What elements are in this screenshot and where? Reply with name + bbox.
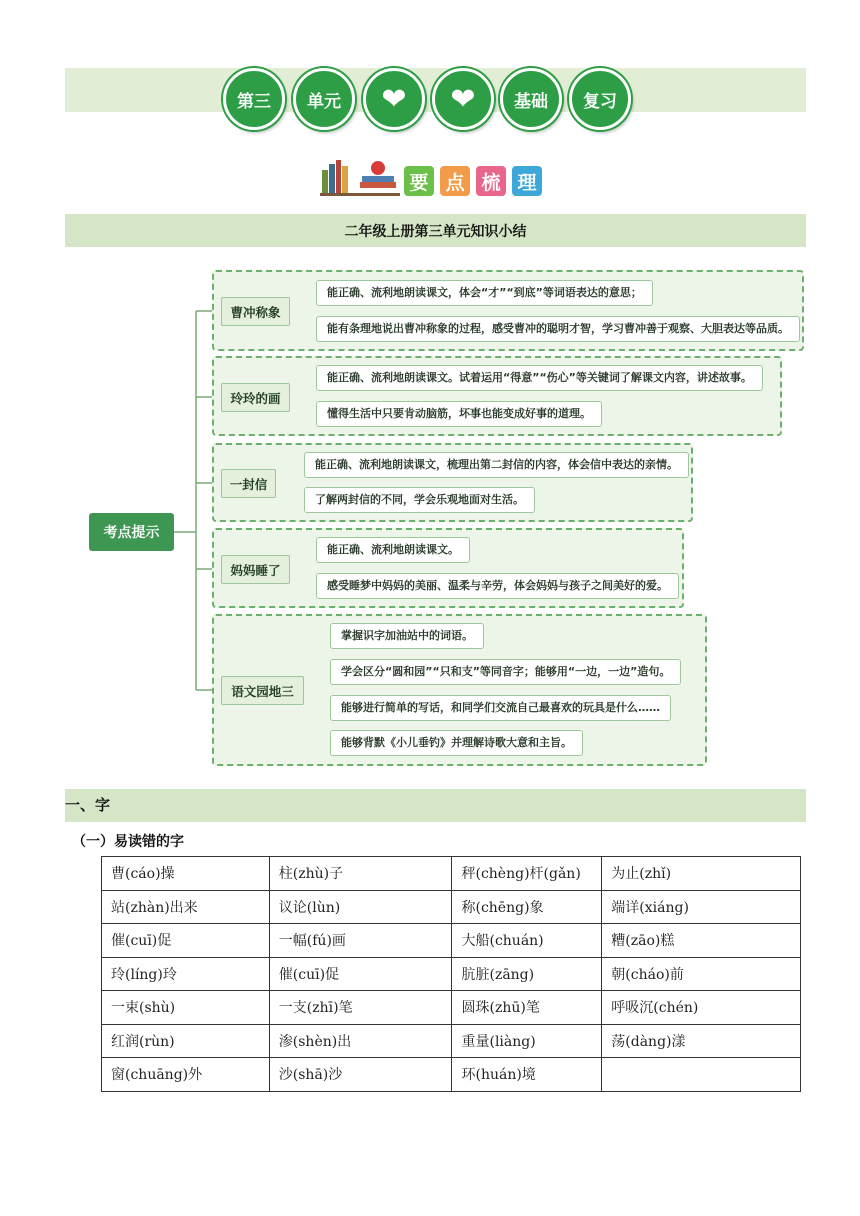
banner-word-1: 第三 [223, 68, 285, 130]
topic-point: 掌握识字加油站中的词语。 [330, 623, 484, 649]
topic-point: 能正确、流利地朗读课文，体会“才”“到底”等词语表达的意思； [316, 280, 653, 306]
tile-3: 梳 [476, 166, 506, 196]
topic-point: 学会区分“圆和园”“只和支”等同音字；能够用“一边，一边”造句。 [330, 659, 681, 685]
table-row [102, 991, 801, 1025]
table-cell: 柱(zhù)子 [269, 857, 452, 891]
topic-point: 能正确、流利地朗读课文。 [316, 537, 470, 563]
table-cell: 渗(shèn)出 [269, 1024, 452, 1058]
banner-word-6: 复习 [569, 68, 631, 130]
table-row [102, 890, 801, 924]
table-cell: 糟(zāo)糕 [602, 924, 801, 958]
table-cell [602, 1058, 801, 1092]
section-heading: 一、字 [65, 789, 806, 822]
table-cell: 站(zhàn)出来 [102, 890, 270, 924]
banner-word-5: 基础 [500, 68, 562, 130]
table-cell: 一支(zhī)笔 [269, 991, 452, 1025]
table-cell: 称(chēng)象 [452, 890, 602, 924]
topic-point: 了解两封信的不同，学会乐观地面对生活。 [304, 487, 535, 513]
topic-point: 懂得生活中只要肯动脑筋，坏事也能变成好事的道理。 [316, 401, 602, 427]
page-title: 二年级上册第三单元知识小结 [65, 214, 806, 247]
tile-4: 理 [512, 166, 542, 196]
topic-node: 曹冲称象 [221, 297, 290, 326]
table-cell: 大船(chuán) [452, 924, 602, 958]
topic-point: 能正确、流利地朗读课文，梳理出第二封信的内容，体会信中表达的亲情。 [304, 452, 689, 478]
topic-point: 能够进行简单的写话，和同学们交流自己最喜欢的玩具是什么…… [330, 695, 671, 721]
tile-2: 点 [440, 166, 470, 196]
table-cell: 议论(lùn) [269, 890, 452, 924]
tile-1: 要 [404, 166, 434, 196]
table-cell: 催(cuī)促 [102, 924, 270, 958]
topic-point: 能够背默《小儿垂钓》并理解诗歌大意和主旨。 [330, 730, 583, 756]
table-cell: 端详(xiáng) [602, 890, 801, 924]
table-cell: 荡(dàng)漾 [602, 1024, 801, 1058]
table-cell: 沙(shā)沙 [269, 1058, 452, 1092]
topic-point: 能有条理地说出曹冲称象的过程，感受曹冲的聪明才智，学习曹冲善于观察、大胆表达等品质。 [316, 316, 800, 342]
topic-node: 一封信 [221, 469, 276, 498]
table-cell: 秤(chèng)杆(gǎn) [452, 857, 602, 891]
heart-icon: ❤ [363, 68, 425, 130]
table-cell: 曹(cáo)操 [102, 857, 270, 891]
mindmap-root: 考点提示 [89, 513, 174, 551]
sub-heading: （一）易读错的字 [72, 834, 184, 850]
table-cell: 朝(cháo)前 [602, 957, 801, 991]
table-cell: 一幅(fú)画 [269, 924, 452, 958]
char-table [101, 856, 801, 1092]
heart-icon: ❤ [432, 68, 494, 130]
table-row [102, 1024, 801, 1058]
table-cell: 肮脏(zāng) [452, 957, 602, 991]
table-cell: 一束(shù) [102, 991, 270, 1025]
table-cell: 红润(rùn) [102, 1024, 270, 1058]
table-cell: 呼吸沉(chén) [602, 991, 801, 1025]
topic-node: 玲玲的画 [221, 383, 290, 412]
table-cell: 环(huán)境 [452, 1058, 602, 1092]
table-row [102, 857, 801, 891]
table-cell: 重量(liàng) [452, 1024, 602, 1058]
banner-word-2: 单元 [293, 68, 355, 130]
topic-node: 妈妈睡了 [221, 555, 290, 584]
table-row [102, 1058, 801, 1092]
table-cell: 为止(zhǐ) [602, 857, 801, 891]
topic-point: 感受睡梦中妈妈的美丽、温柔与辛劳，体会妈妈与孩子之间美好的爱。 [316, 573, 679, 599]
table-cell: 圆珠(zhū)笔 [452, 991, 602, 1025]
topic-node: 语文园地三 [221, 676, 304, 705]
table-row [102, 957, 801, 991]
table-cell: 窗(chuāng)外 [102, 1058, 270, 1092]
table-row [102, 924, 801, 958]
table-cell: 玲(líng)玲 [102, 957, 270, 991]
table-cell: 催(cuī)促 [269, 957, 452, 991]
topic-point: 能正确、流利地朗读课文。试着运用“得意”“伤心”等关键词了解课文内容，讲述故事。 [316, 365, 763, 391]
